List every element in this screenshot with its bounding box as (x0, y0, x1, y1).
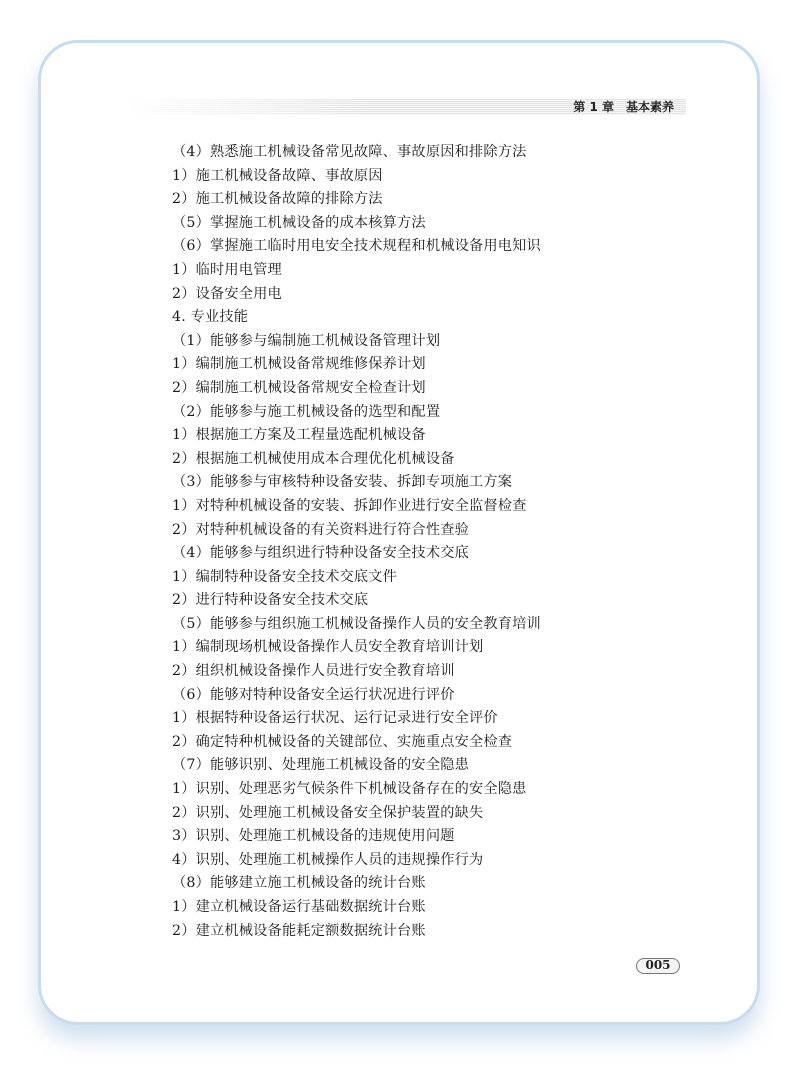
list-item: （3）能够参与审核特种设备安装、拆卸专项施工方案 (172, 474, 513, 491)
list-item: 1）临时用电管理 (172, 261, 282, 278)
list-item: （2）能够参与施工机械设备的选型和配置 (172, 403, 441, 420)
list-item: 2）组织机械设备操作人员进行安全教育培训 (172, 663, 455, 680)
list-item: （6）掌握施工临时用电安全技术规程和机械设备用电知识 (172, 238, 541, 255)
list-item: 2）识别、处理施工机械设备安全保护装置的缺失 (172, 804, 484, 821)
list-item: 1）编制现场机械设备操作人员安全教育培训计划 (172, 639, 484, 656)
list-item: 4）识别、处理施工机械操作人员的违规操作行为 (172, 851, 484, 868)
list-item: 1）编制特种设备安全技术交底文件 (172, 568, 398, 585)
list-item: 1）编制施工机械设备常规维修保养计划 (172, 356, 426, 373)
list-item: 2）进行特种设备安全技术交底 (172, 592, 369, 609)
content-list (172, 141, 541, 943)
list-item: 2）编制施工机械设备常规安全检查计划 (172, 379, 426, 396)
list-item: （4）熟悉施工机械设备常见故障、事故原因和排除方法 (172, 144, 527, 160)
page-number-badge: 005 (636, 958, 680, 974)
list-item: （5）掌握施工机械设备的成本核算方法 (172, 214, 426, 231)
list-item: 1）对特种机械设备的安装、拆卸作业进行安全监督检查 (172, 497, 527, 514)
list-item: 2）确定特种机械设备的关键部位、实施重点安全检查 (172, 733, 513, 750)
list-item: 1）建立机械设备运行基础数据统计台账 (172, 899, 426, 915)
list-item: 1）施工机械设备故障、事故原因 (172, 167, 383, 184)
section-heading: 4. 专业技能 (172, 309, 249, 326)
list-item: 2）设备安全用电 (172, 285, 282, 302)
list-item: 2）根据施工机械使用成本合理优化机械设备 (172, 450, 455, 467)
list-item: （7）能够识别、处理施工机械设备的安全隐患 (172, 757, 469, 774)
chapter-header: 第 1 章 基本素养 (573, 100, 674, 114)
list-item: 1）识别、处理恶劣气候条件下机械设备存在的安全隐患 (172, 781, 527, 798)
list-item: （4）能够参与组织进行特种设备安全技术交底 (172, 545, 469, 562)
list-item: 1）根据特种设备运行状况、运行记录进行安全评价 (172, 710, 498, 727)
list-item: 3）识别、处理施工机械设备的违规使用问题 (172, 828, 455, 845)
list-item: （6）能够对特种设备安全运行状况进行评价 (172, 686, 455, 703)
list-item: 1）根据施工方案及工程量选配机械设备 (172, 427, 426, 444)
list-item: （1）能够参与编制施工机械设备管理计划 (172, 332, 441, 349)
list-item: 2）对特种机械设备的有关资料进行符合性查验 (172, 521, 469, 538)
list-item: （5）能够参与组织施工机械设备操作人员的安全教育培训 (172, 615, 541, 632)
list-item: （8）能够建立施工机械设备的统计台账 (172, 875, 426, 892)
list-item: 2）建立机械设备能耗定额数据统计台账 (172, 922, 426, 939)
list-item: 2）施工机械设备故障的排除方法 (172, 191, 383, 208)
